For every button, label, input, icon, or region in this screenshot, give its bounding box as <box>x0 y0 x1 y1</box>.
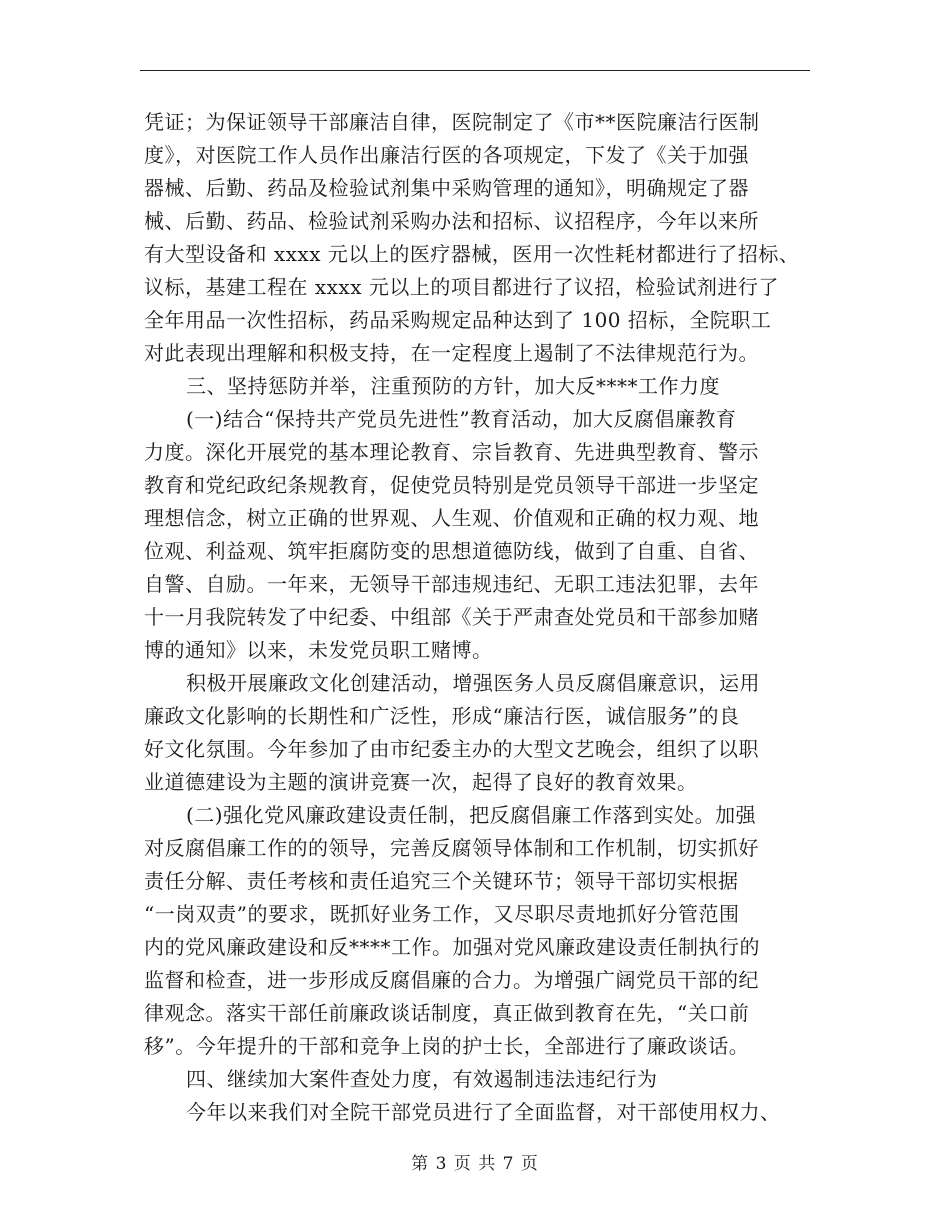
text-line: 全年用品一次性招标，药品采购规定品种达到了 100 招标，全院职工 <box>144 308 772 332</box>
text-line: 理想信念，树立正确的世界观、人生观、价值观和正确的权力观、地 <box>144 506 759 530</box>
text-line: 业道德建设为主题的演讲竞赛一次，起得了良好的教育效果。 <box>144 770 698 794</box>
text-line: 自警、自励。一年来，无领导干部违规违纪、无职工违法犯罪，去年 <box>144 572 759 596</box>
text-line: 教育和党纪政纪条规教育，促使党员特别是党员领导干部进一步坚定 <box>144 473 759 497</box>
section-heading: 四、继续加大案件查处力度，有效遏制违法违纪行为 <box>186 1067 658 1091</box>
section-heading: 三、坚持惩防并举，注重预防的方针，加大反****工作力度 <box>186 374 720 398</box>
text-line: 有大型设备和 xxxx 元以上的医疗器械，医用一次性耗材都进行了招标、 <box>144 242 800 266</box>
text-line: 内的党风廉政建设和反****工作。加强对党风廉政建设责任制执行的 <box>144 935 760 959</box>
text-line: 博的通知》以来，未发党员职工赌博。 <box>144 638 493 662</box>
text-line: 十一月我院转发了中纪委、中组部《关于严肃查处党员和干部参加赌 <box>144 605 759 629</box>
text-line: “一岗双责”的要求，既抓好业务工作，又尽职尽责地抓好分管范围 <box>144 902 740 926</box>
text-line: 械、后勤、药品、检验试剂采购办法和招标、议招程序，今年以来所 <box>144 209 759 233</box>
text-line: 好文化氛围。今年参加了由市纪委主办的大型文艺晚会，组织了以职 <box>144 737 759 761</box>
text-line: 凭证；为保证领导干部廉洁自律，医院制定了《市**医院廉洁行医制 <box>144 110 760 134</box>
text-line: 责任分解、责任考核和责任追究三个关键环节；领导干部切实根据 <box>144 869 739 893</box>
text-line: 议标，基建工程在 xxxx 元以上的项目都进行了议招，检验试剂进行了 <box>144 275 779 299</box>
text-line: 积极开展廉政文化创建活动，增强医务人员反腐倡廉意识，运用 <box>186 671 760 695</box>
text-line: (二)强化党风廉政建设责任制，把反腐倡廉工作落到实处。加强 <box>186 803 757 827</box>
text-line: 律观念。落实干部任前廉政谈话制度，真正做到教育在先，“关口前 <box>144 1001 750 1025</box>
text-line: 对反腐倡廉工作的的领导，完善反腐领导体制和工作机制，切实抓好 <box>144 836 759 860</box>
text-line: 度》，对医院工作人员作出廉洁行医的各项规定，下发了《关于加强 <box>144 143 749 167</box>
text-line: 监督和检查，进一步形成反腐倡廉的合力。为增强广阔党员干部的纪 <box>144 968 759 992</box>
page-footer: 第 3 页 共 7 页 <box>411 1154 539 1174</box>
text-line: 移”。今年提升的干部和竞争上岗的护士长，全部进行了廉政谈话。 <box>144 1034 750 1058</box>
header-rule <box>140 70 810 71</box>
text-line: 廉政文化影响的长期性和广泛性，形成“廉洁行医，诚信服务”的良 <box>144 704 740 728</box>
text-line: 位观、利益观、筑牢拒腐防变的思想道德防线，做到了自重、自省、 <box>144 539 759 563</box>
text-line: 今年以来我们对全院干部党员进行了全面监督，对干部使用权力、 <box>186 1100 781 1124</box>
text-line: 力度。深化开展党的基本理论教育、宗旨教育、先进典型教育、警示 <box>144 440 759 464</box>
text-line: 器械、后勤、药品及检验试剂集中采购管理的通知》，明确规定了器 <box>144 176 749 200</box>
text-line: (一)结合“保持共产党员先进性”教育活动，加大反腐倡廉教育 <box>186 407 737 431</box>
text-line: 对此表现出理解和积极支持，在一定程度上遏制了不法律规范行为。 <box>144 341 759 365</box>
